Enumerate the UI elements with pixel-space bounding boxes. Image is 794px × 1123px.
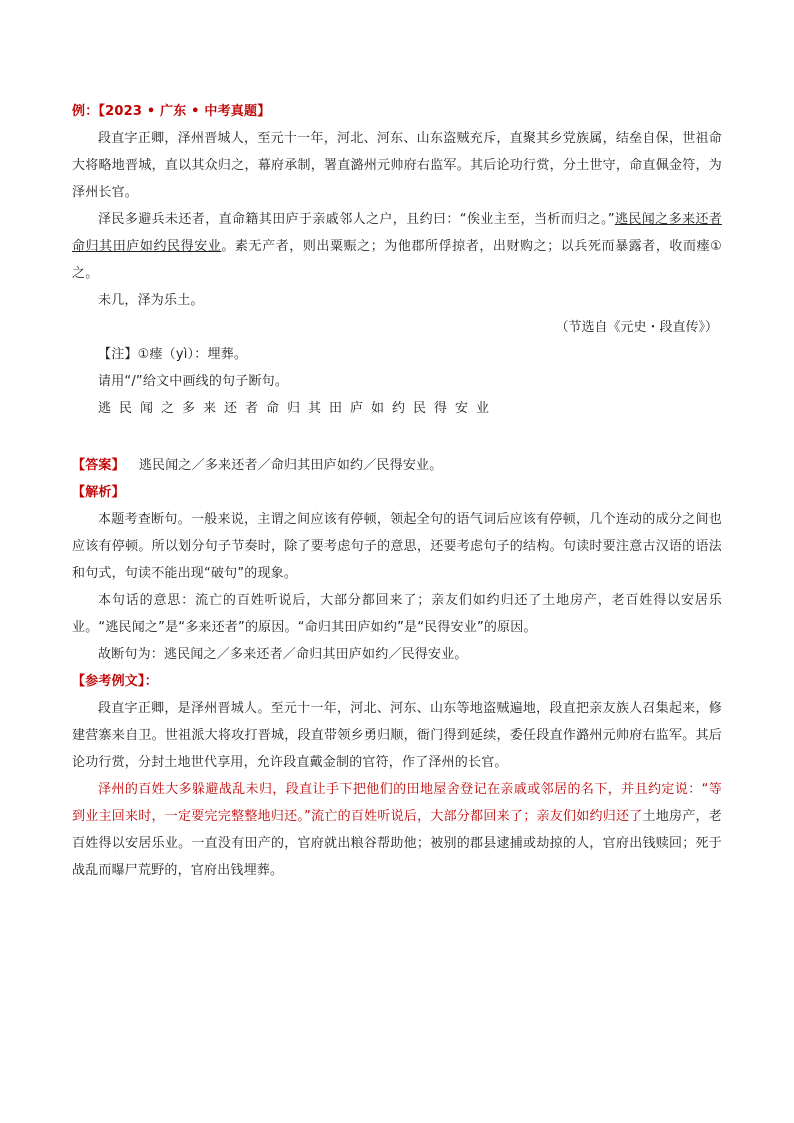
reference-paragraph-2 [72,776,722,884]
spacer [72,422,722,452]
reference-paragraph-1: 段直字正卿，是泽州晋城人。至元十一年，河北、河东、山东等地盗贼遍地，段直把亲友族人召集起来，修建营寨来自卫。世祖派大将攻打晋城，段直带领乡勇归顺，衙门得到延续，委任段直作潞州元帅府右监军。其后论功行赏，分封土地世代享用，允许段直戴金制的官符，作了泽州的长官。 [72,701,722,770]
passage-p2-before: 泽民多避兵未还者，直命籍其田庐于亲戚邻人之户，且约曰：“俟业主至，当析而归之。” [98,212,615,227]
answer-label: 【答案】 [72,458,125,473]
answer-text: 逃民闻之／多来还者／命归其田庐如约／民得安业。 [138,458,443,473]
answer-line [72,452,722,479]
passage-paragraph-1: 段直字正卿，泽州晋城人，至元十一年，河北、河东、山东盗贼充斥，直聚其乡党族属，结垒自保，世祖命大将略地晋城，直以其众归之，幕府承制，署直潞州元帅府右监军。其后论功行赏，分土世守，命直佩金符，为泽州长官。 [72,131,722,200]
analysis-label: 【解析】 [72,485,125,500]
sentence-to-punctuate: 逃民闻之多来还者命归其田庐如约民得安业 [98,401,498,416]
reference-p2-black: 土地房产，老百姓得以安居乐业。一直没有田产的，官府就出粮谷帮助他；被别的郡县逮捕或劫掠的人，官府出钱赎回；死于战乱而曝尸荒野的，官府出钱埋葬。 [72,809,722,878]
passage-source: （节选自《元史・段直传》） [555,320,718,335]
example-tag: 【2023 • 广东 • 中考真题】 [98,104,271,119]
passage-paragraph-3: 未几，泽为乐土。 [98,293,204,308]
question: 请用“/”给文中画线的句子断句。 [98,374,289,389]
analysis-paragraph-2: 本句话的意思：流亡的百姓听说后，大部分都回来了；亲友们如约归还了土地房产，老百姓得以安居乐业。“逃民闻之”是“多来还者”的原因。“命归其田庐如约”是“民得安业”的原因。 [72,593,722,635]
analysis-paragraph-3: 故断句为：逃民闻之／多来还者／命归其田庐如约／民得安业。 [98,647,468,662]
passage-p2-underlined: 逃民闻之多来还者命归其田庐如约民得安业 [72,212,722,254]
example-heading [72,98,722,125]
example-prefix: 例： [72,104,99,119]
passage-p2-after: 。素无产者，则出粟赈之；为他郡所俘掠者，出财购之；以兵死而暴露者，收而瘗①之。 [72,239,722,281]
analysis-paragraph-1: 本题考查断句。一般来说，主谓之间应该有停顿，领起全句的语气词后应该有停顿，几个连动的成分之间也应该有停顿。所以划分句子节奏时，除了要考虑句子的意思，还要考虑句子的结构。句读时要注意古汉语的语法和句式，句读不能出现“破句”的现象。 [72,512,722,581]
reference-label: 【参考例文】： [72,674,158,689]
reference-p2-red: 泽州的百姓大多躲避战乱未归，段直让手下把他们的田地屋舍登记在亲戚或邻居的名下，并且约定说：“等到业主回来时，一定要完完整整地归还。”流亡的百姓听说后，大部分都回来了；亲友们如约归还了 [72,782,722,824]
passage-paragraph-2 [72,206,722,287]
document-body [72,98,722,884]
note: 【注】①瘗（yì）：埋葬。 [98,347,248,362]
